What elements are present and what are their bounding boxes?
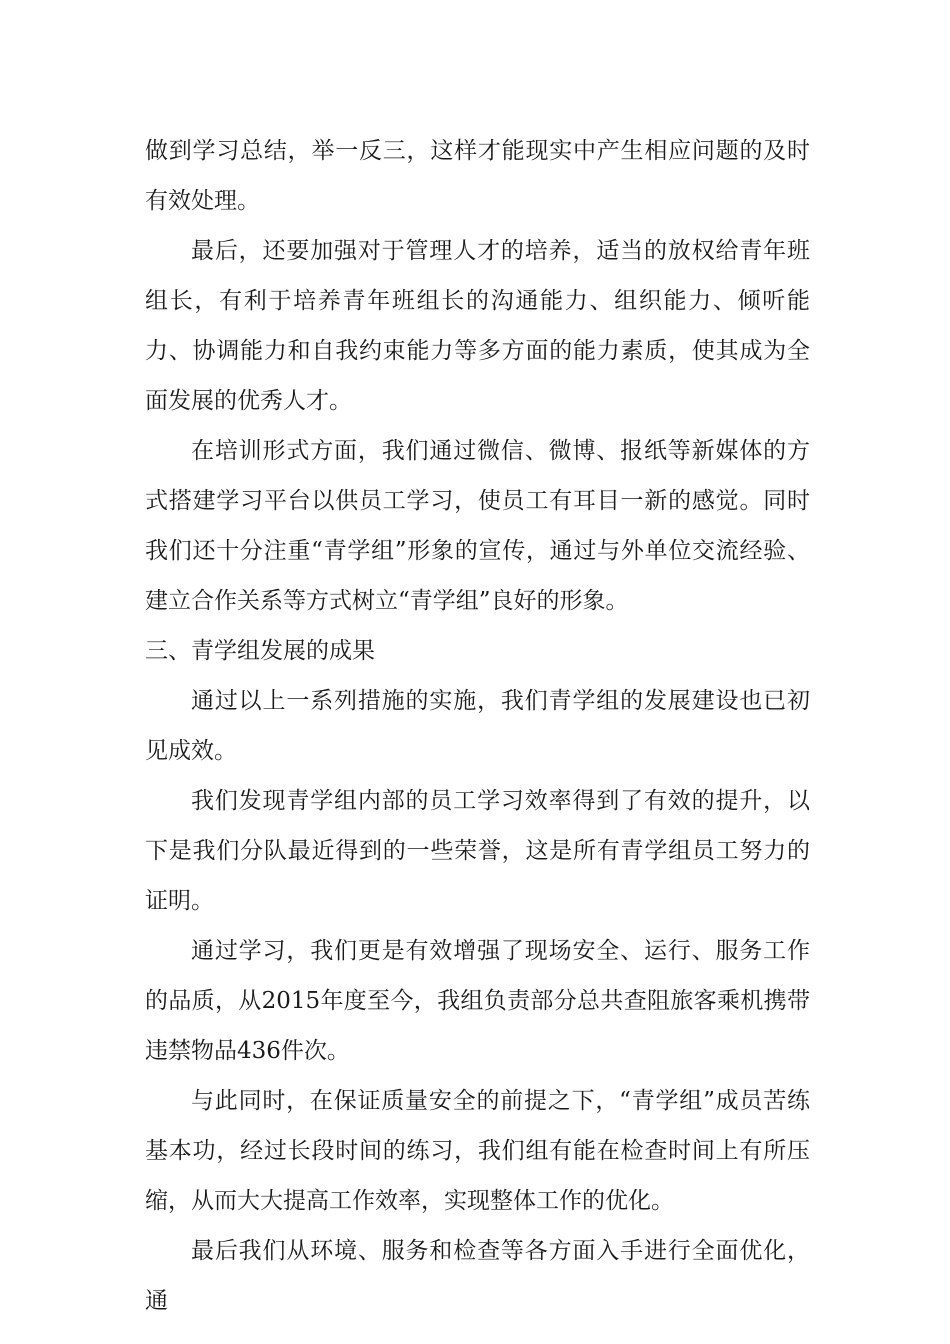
- paragraph-continuation: 做到学习总结，举一反三，这样才能现实中产生相应问题的及时有效处理。: [145, 138, 810, 214]
- section-heading: 三、青学组发展的成果: [145, 638, 375, 664]
- paragraph-safety-quality: 通过学习，我们更是有效增强了现场安全、运行、服务工作的品质，从2015年度至今，我组负责部分总共查阻旅客乘机携带违禁物品436件次。: [145, 938, 810, 1064]
- paragraph-learning-efficiency: 我们发现青学组内部的员工学习效率得到了有效的提升，以下是我们分队最近得到的一些荣誉，这是所有青学组员工努力的证明。: [145, 788, 810, 914]
- paragraph-talent-training: 最后，还要加强对于管理人才的培养，适当的放权给青年班组长，有利于培养青年班组长的沟通能力、组织能力、倾听能力、协调能力和自我约束能力等多方面的能力素质，使其成为全面发展的优秀人才。: [145, 238, 810, 414]
- document-body: [145, 126, 810, 1326]
- paragraph-optimization: 最后我们从环境、服务和检查等各方面入手进行全面优化，通: [145, 1238, 810, 1314]
- paragraph-training-format: 在培训形式方面，我们通过微信、微博、报纸等新媒体的方式搭建学习平台以供员工学习，使员工有耳目一新的感觉。同时我们还十分注重“青学组”形象的宣传，通过与外单位交流经验、建立合作关系等方式树立“青学组”良好的形象。: [145, 438, 810, 614]
- paragraph-initial-results: 通过以上一系列措施的实施，我们青学组的发展建设也已初见成效。: [145, 688, 810, 764]
- paragraph-basic-skills: 与此同时，在保证质量安全的前提之下，“青学组”成员苦练基本功，经过长段时间的练习，我们组有能在检查时间上有所压缩，从而大大提高工作效率，实现整体工作的优化。: [145, 1088, 810, 1214]
